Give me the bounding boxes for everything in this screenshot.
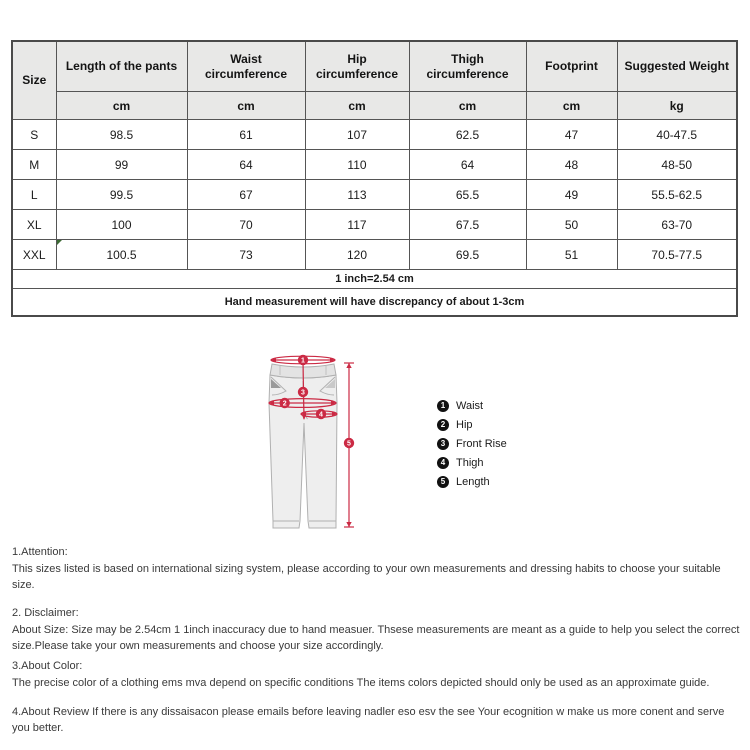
table-cell: 99 xyxy=(56,150,187,180)
table-cell: 107 xyxy=(305,120,409,150)
table-cell: 50 xyxy=(526,210,617,240)
size-label: XL xyxy=(12,210,56,240)
table-cell: 64 xyxy=(409,150,526,180)
column-header-footprint: Footprint xyxy=(526,41,617,92)
footnote-inch-conversion: 1 inch=2.54 cm xyxy=(12,270,737,289)
marker-2: 2 xyxy=(282,400,287,408)
number-bullet-icon: 5 xyxy=(437,476,449,488)
arrowhead xyxy=(346,522,351,527)
table-row-s xyxy=(12,120,737,150)
table-row-m xyxy=(12,150,737,180)
legend-label: Front Rise xyxy=(456,438,507,450)
table-cell: 67 xyxy=(187,180,305,210)
table-cell: 110 xyxy=(305,150,409,180)
marker-1: 1 xyxy=(301,357,305,365)
size-label: M xyxy=(12,150,56,180)
column-header-length: Length of the pants xyxy=(56,41,187,92)
size-label: L xyxy=(12,180,56,210)
legend-item-front-rise xyxy=(437,438,507,450)
number-bullet-icon: 1 xyxy=(437,400,449,412)
legend-item-hip xyxy=(437,419,507,431)
table-cell: 64 xyxy=(187,150,305,180)
table-cell: 40-47.5 xyxy=(617,120,737,150)
table-cell: 67.5 xyxy=(409,210,526,240)
table-cell: 48 xyxy=(526,150,617,180)
column-header-waist: Waist circumference xyxy=(187,41,305,92)
note-attention-heading: 1.Attention: xyxy=(12,546,68,558)
table-cell: 100 xyxy=(56,210,187,240)
footnote-hand-measurement: Hand measurement will have discrepancy of about 1-3cm xyxy=(12,289,737,317)
legend-label: Waist xyxy=(456,400,484,412)
table-row-l xyxy=(12,180,737,210)
table-cell: 70 xyxy=(187,210,305,240)
table-cell: 65.5 xyxy=(409,180,526,210)
note-disclaimer-body: About Size: Size may be 2.54cm 1 1inch inaccuracy due to hand measuer. Thsese measurements are meant as a guide to help you select the correct size.Please take your own measurements and choose your size accordingly. xyxy=(12,624,740,652)
column-header-thigh: Thigh circumference xyxy=(409,41,526,92)
marker-4: 4 xyxy=(319,411,323,419)
column-header-weight: Suggested Weight xyxy=(617,41,737,92)
table-cell: 99.5 xyxy=(56,180,187,210)
table-cell-value: 100.5 xyxy=(106,247,137,262)
column-header-hip: Hip circumference xyxy=(305,41,409,92)
unit-cell: cm xyxy=(187,92,305,120)
legend-item-thigh xyxy=(437,457,507,469)
footnote-row xyxy=(12,289,737,317)
footnote-row xyxy=(12,270,737,289)
table-cell: 63-70 xyxy=(617,210,737,240)
table-cell: 98.5 xyxy=(56,120,187,150)
notes-section xyxy=(12,544,740,736)
table-cell: 55.5-62.5 xyxy=(617,180,737,210)
table-cell: 61 xyxy=(187,120,305,150)
number-bullet-icon: 2 xyxy=(437,419,449,431)
table-cell: 47 xyxy=(526,120,617,150)
number-bullet-icon: 4 xyxy=(437,457,449,469)
legend-label: Thigh xyxy=(456,457,484,469)
table-cell xyxy=(56,240,187,270)
table-cell: 62.5 xyxy=(409,120,526,150)
note-color-heading: 3.About Color: xyxy=(12,660,83,672)
unit-cell: cm xyxy=(526,92,617,120)
number-bullet-icon: 3 xyxy=(437,438,449,450)
measurement-legend xyxy=(437,400,507,495)
column-header-size: Size xyxy=(12,41,56,120)
table-row-xxl xyxy=(12,240,737,270)
legend-item-length xyxy=(437,476,507,488)
marker-3: 3 xyxy=(301,389,305,397)
note-attention-body: This sizes listed is based on international sizing system, please according to your own measurements and dressing habits to choose your suitable size. xyxy=(12,563,721,591)
arrowhead xyxy=(346,363,351,368)
legend-label: Hip xyxy=(456,419,473,431)
table-cell: 117 xyxy=(305,210,409,240)
unit-cell: kg xyxy=(617,92,737,120)
note-color-body: The precise color of a clothing ems mva depend on specific conditions The items colors depicted should only be used as an approximate guide. xyxy=(12,677,710,689)
table-cell: 120 xyxy=(305,240,409,270)
table-row-xl xyxy=(12,210,737,240)
unit-cell: cm xyxy=(305,92,409,120)
size-label: XXL xyxy=(12,240,56,270)
note-disclaimer-heading: 2. Disclaimer: xyxy=(12,607,79,619)
table-cell: 51 xyxy=(526,240,617,270)
note-review-body: 4.About Review If there is any dissaisacon please emails before leaving nadler eso esv the see Your ecognition w make us more conent and serve you better. xyxy=(12,706,725,734)
unit-cell: cm xyxy=(56,92,187,120)
table-cell: 69.5 xyxy=(409,240,526,270)
table-cell: 113 xyxy=(305,180,409,210)
table-cell: 70.5-77.5 xyxy=(617,240,737,270)
table-cell: 48-50 xyxy=(617,150,737,180)
legend-label: Length xyxy=(456,476,490,488)
marker-5: 5 xyxy=(347,440,351,448)
table-cell: 49 xyxy=(526,180,617,210)
size-chart-table xyxy=(11,40,738,317)
unit-cell: cm xyxy=(409,92,526,120)
size-label: S xyxy=(12,120,56,150)
table-cell: 73 xyxy=(187,240,305,270)
legend-item-waist xyxy=(437,400,507,412)
comment-marker-icon xyxy=(57,240,62,245)
